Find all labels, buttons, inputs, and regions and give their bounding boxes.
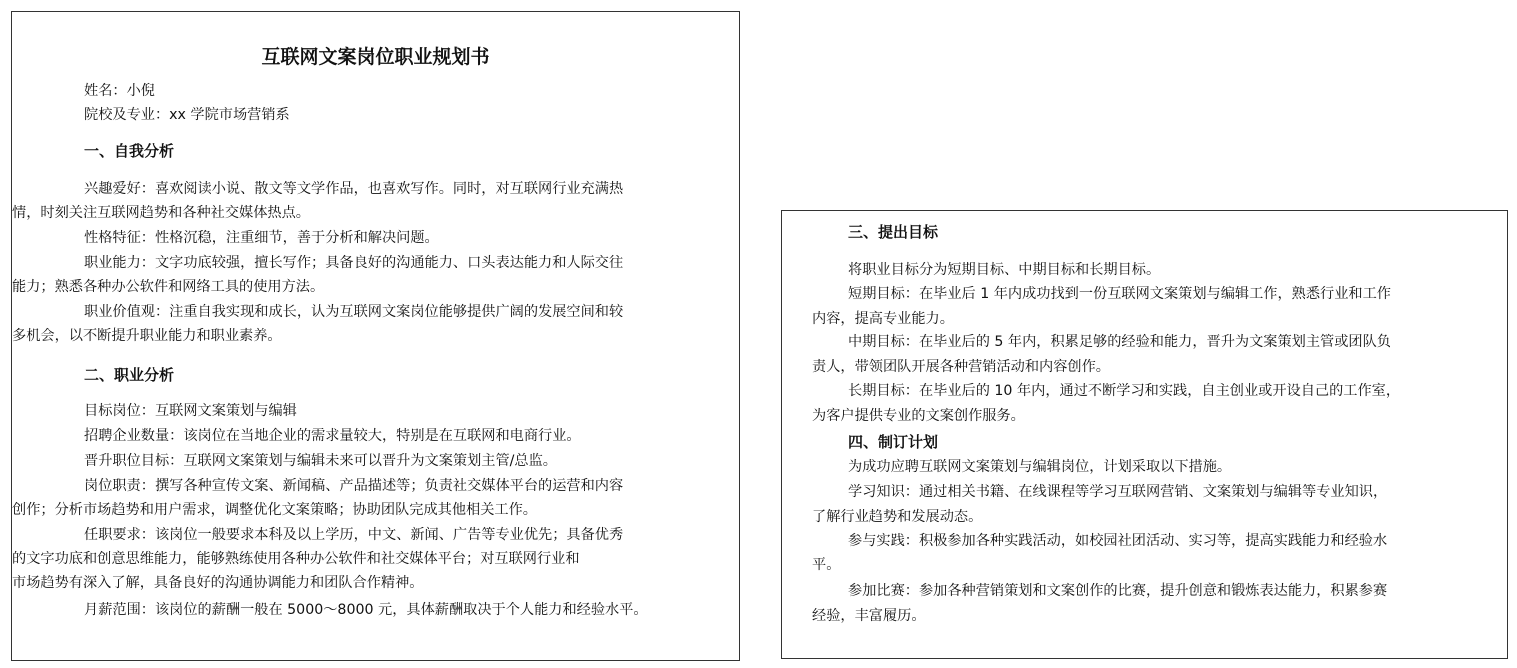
document-title: 互联网文案岗位职业规划书 [261, 46, 490, 68]
paragraph-line: 将职业目标分为短期目标、中期目标和长期目标。 [848, 262, 1161, 278]
section-heading-self-analysis: 一、自我分析 [84, 142, 175, 160]
paragraph-line: 职业价值观：注重自我实现和成长，认为互联网文案岗位能够提供广阔的发展空间和较 [84, 304, 624, 320]
paragraph-line: 晋升职位目标：互联网文案策划与编辑未来可以晋升为文案策划主管/总监。 [84, 453, 557, 469]
paragraph-line: 了解行业趋势和发展动态。 [812, 509, 983, 525]
paragraph-line: 参加比赛：参加各种营销策划和文案创作的比赛，提升创意和锻炼表达能力，积累参赛 [848, 583, 1388, 599]
paragraph-line: 责人，带领团队开展各种营销活动和内容创作。 [812, 359, 1110, 375]
section-heading-plan: 四、制订计划 [848, 433, 939, 451]
paragraph-line: 多机会，以不断提升职业能力和职业素养。 [12, 328, 282, 344]
paragraph-line: 创作；分析市场趋势和用户需求，调整优化文案策略；协助团队完成其他相关工作。 [12, 502, 537, 518]
paragraph-line: 中期目标：在毕业后的 5 年内，积累足够的经验和能力，晋升为文案策划主管或团队负 [848, 334, 1391, 350]
paragraph-line: 招聘企业数量：该岗位在当地企业的需求量较大，特别是在互联网和电商行业。 [84, 428, 581, 444]
paragraph-line: 内容，提高专业能力。 [812, 311, 954, 327]
name-line: 姓名：小倪 [84, 83, 155, 99]
paragraph-line: 任职要求：该岗位一般要求本科及以上学历，中文、新闻、广告等专业优先；具备优秀 [84, 527, 624, 543]
paragraph-line: 参与实践：积极参加各种实践活动，如校园社团活动、实习等，提高实践能力和经验水 [848, 533, 1388, 549]
paragraph-line: 学习知识：通过相关书籍、在线课程等学习互联网营销、文案策划与编辑等专业知识， [848, 484, 1388, 500]
paragraph-line: 目标岗位：互联网文案策划与编辑 [84, 403, 297, 419]
paragraph-line: 短期目标：在毕业后 1 年内成功找到一份互联网文案策划与编辑工作，熟悉行业和工作 [848, 286, 1391, 302]
paragraph-line: 性格特征：性格沉稳，注重细节，善于分析和解决问题。 [84, 230, 439, 246]
paragraph-line: 的文字功底和创意思维能力，能够熟练使用各种办公软件和社交媒体平台；对互联网行业和 [12, 551, 580, 567]
paragraph-line: 为客户提供专业的文案创作服务。 [812, 408, 1025, 424]
paragraph-line: 为成功应聘互联网文案策划与编辑岗位，计划采取以下措施。 [848, 459, 1232, 475]
paragraph-line: 平。 [812, 557, 841, 573]
paragraph-line: 长期目标：在毕业后的 10 年内，通过不断学习和实践，自主创业或开设自己的工作室， [848, 383, 1401, 399]
section-heading-goals: 三、提出目标 [848, 223, 939, 241]
paragraph-line: 岗位职责：撰写各种宣传文案、新闻稿、产品描述等；负责社交媒体平台的运营和内容 [84, 478, 624, 494]
document-page-1 [11, 11, 740, 661]
paragraph-line: 兴趣爱好：喜欢阅读小说、散文等文学作品，也喜欢写作。同时，对互联网行业充满热 [84, 181, 624, 197]
paragraph-line: 市场趋势有深入了解，具备良好的沟通协调能力和团队合作精神。 [12, 575, 424, 591]
section-heading-career-analysis: 二、职业分析 [84, 366, 175, 384]
paragraph-line: 能力；熟悉各种办公软件和网络工具的使用方法。 [12, 279, 325, 295]
paragraph-line: 经验，丰富履历。 [812, 608, 926, 624]
school-line: 院校及专业：xx 学院市场营销系 [84, 107, 290, 123]
paragraph-line: 情，时刻关注互联网趋势和各种社交媒体热点。 [12, 205, 310, 221]
document-page-2 [781, 210, 1508, 659]
paragraph-line: 职业能力：文字功底较强，擅长写作；具备良好的沟通能力、口头表达能力和人际交往 [84, 255, 624, 271]
paragraph-line: 月薪范围：该岗位的薪酬一般在 5000～8000 元，具体薪酬取决于个人能力和经验水平。 [84, 602, 648, 618]
